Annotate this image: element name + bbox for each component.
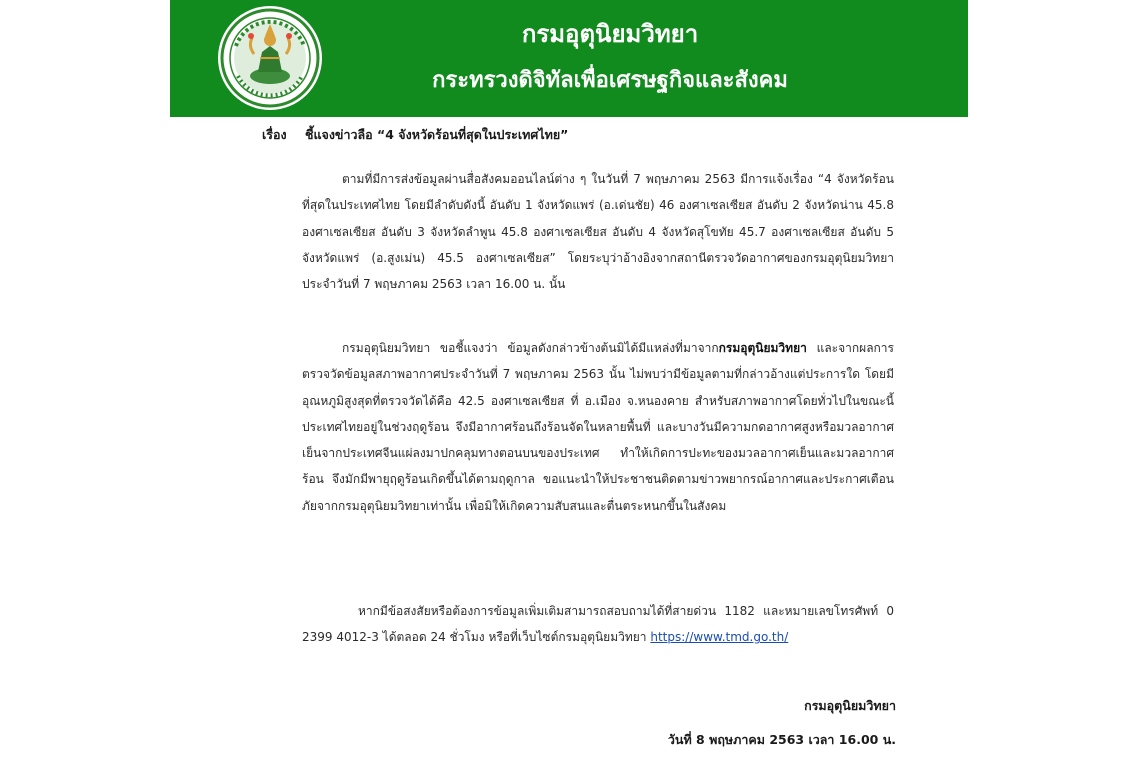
website-link[interactable]: https://www.tmd.go.th/ — [650, 630, 789, 645]
paragraph-3-text: หากมีข้อสงสัยหรือต้องการข้อมูลเพิ่มเติมสามารถสอบถามได้ที่สายด่วน 1182 และหมายเลขโทรศัพท์ 0 2399 4012-3 ได้ตลอด 24 ชั่วโมง หรือที่เว็บไซต์กรมอุตุนิยมวิทยา — [302, 604, 894, 645]
signature-date: วันที่ 8 พฤษภาคม 2563 เวลา 16.00 น. — [667, 732, 896, 747]
paragraph-1: ตามที่มีการส่งข้อมูลผ่านสื่อสังคมออนไลน์ต่าง ๆ ในวันที่ 7 พฤษภาคม 2563 มีการแจ้งเรื่อง “4 จังหวัดร้อนที่สุดในประเทศไทย โดยมีลำดับดังนี้ อันดับ 1 จังหวัดแพร่ (อ.เด่นชัย) 46 องศาเซลเซียส อันดับ 2 จังหวัดน่าน 45.8 องศาเซลเซียส อันดับ 3 จังหวัดลำพูน 45.8 องศาเซลเซียส อันดับ 4 จังหวัดสุโขทัย 45.7 องศาเซลเซียส อันดับ 5 จังหวัดแพร่ (อ.สูงเม่น) 45.5 องศาเซลเซียส” โดยระบุว่าอ้างอิงจากสถานีตรวจวัดอากาศของกรมอุตุนิยมวิทยา ประจำวันที่ 7 พฤษภาคม 2563 เวลา 16.00 น. นั้น — [302, 172, 894, 292]
paragraph-3 — [302, 598, 894, 651]
subject-label: เรื่อง — [262, 127, 287, 142]
subject-text: ชี้แจงข่าวลือ “4 จังหวัดร้อนที่สุดในประเทศไทย” — [304, 127, 569, 142]
paragraph-2 — [302, 335, 894, 519]
paragraph-2-bold-org: กรมอุตุนิยมวิทยา — [718, 341, 807, 355]
header-title: กรมอุตุนิยมวิทยา — [521, 20, 699, 48]
paragraph-2-text-a: กรมอุตุนิยมวิทยา ขอชี้แจงว่า ข้อมูลดังกล่าวข้างต้นมิได้มีแหล่งที่มาจาก — [342, 341, 719, 355]
signature-org: กรมอุตุนิยมวิทยา — [804, 698, 896, 713]
header-subtitle: กระทรวงดิจิทัลเพื่อเศรษฐกิจและสังคม — [432, 68, 788, 93]
paragraph-2-text-b: และจากผลการตรวจวัดข้อมูลสภาพอากาศประจำวันที่ 7 พฤษภาคม 2563 นั้น ไม่พบว่ามีข้อมูลตามที่กล่าวอ้างแต่ประการใด โดยมีอุณหภูมิสูงสุดที่ตรวจวัดได้คือ 42.5 องศาเซลเซียส ที่ อ.เมือง จ.หนองคาย สำหรับสภาพอากาศโดยทั่วไปในขณะนี้ประเทศไทยอยู่ในช่วงฤดูร้อน จึงมีอากาศร้อนถึงร้อนจัดในหลายพื้นที่ และบางวันมีความกดอากาศสูงหรือมวลอากาศเย็นจากประเทศจีนแผ่ลงมาปกคลุมทางตอนบนของประเทศ ทำให้เกิดการปะทะของมวลอากาศเย็นและมวลอากาศร้อน จึงมักมีพายุฤดูร้อนเกิดขึ้นได้ตามฤดูกาล ขอแนะนำให้ประชาชนติดตามข่าวพยากรณ์อากาศและประกาศเตือนภัยจากกรมอุตุนิยมวิทยาเท่านั้น เพื่อมิให้เกิดความสับสนและตื่นตระหนกขึ้นในสังคม — [302, 341, 894, 513]
tmd-seal-logo-icon — [218, 6, 322, 110]
header-banner — [170, 0, 968, 117]
subject-line — [262, 125, 568, 145]
